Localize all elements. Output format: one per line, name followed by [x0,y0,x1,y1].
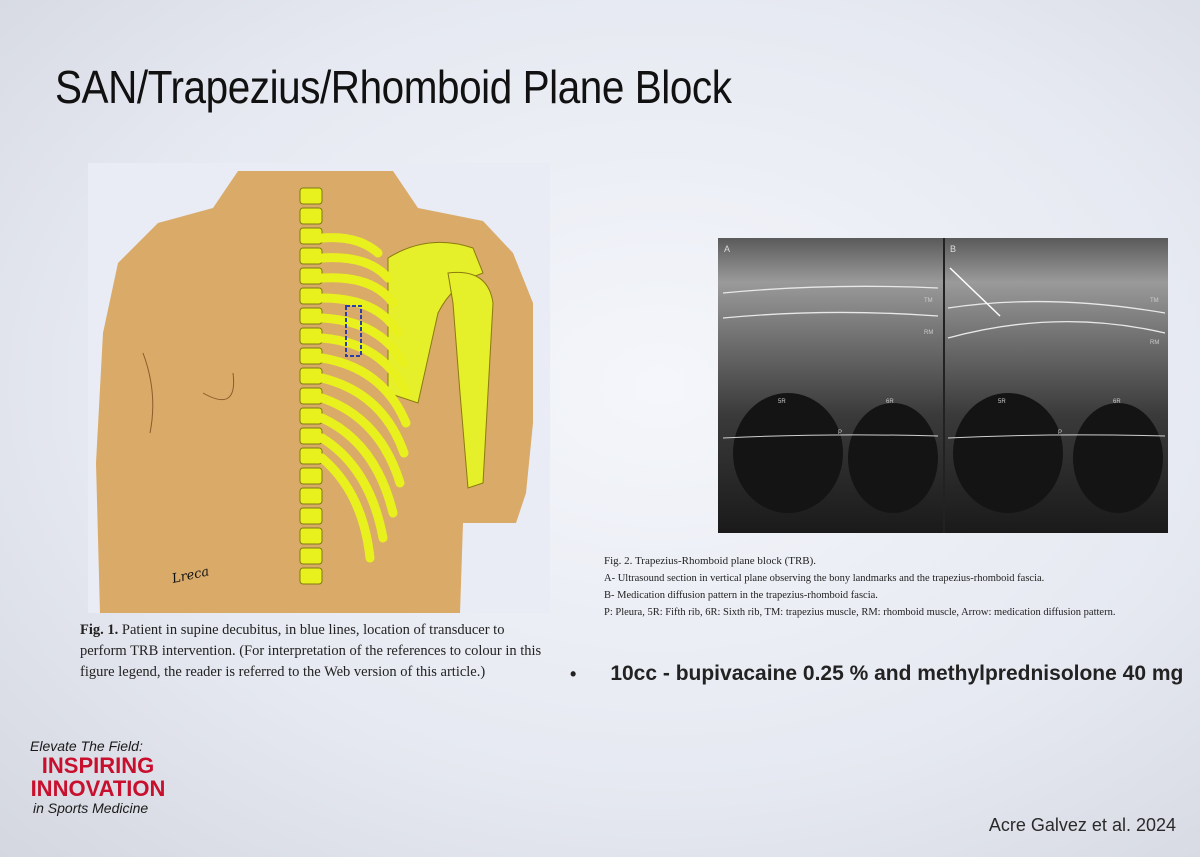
bullet-icon: • [570,663,577,684]
label-6r-b: 6R [1113,399,1121,405]
panel-a-label: A [724,244,731,254]
logo-tagline: Elevate The Field: [30,738,143,754]
fig2-caption [604,553,1164,621]
label-tm-b: TM [1150,298,1159,304]
label-p-a: P [838,430,843,436]
label-5r-b: 5R [998,399,1006,405]
label-rm-b: RM [1150,340,1160,346]
panel-b-label: B [950,244,957,254]
logo-line-innovation: INNOVATION [30,776,166,801]
label-5r-a: 5R [778,399,786,405]
conference-logo [18,738,198,816]
fig2-caption-a: A- Ultrasound section in vertical plane observing the bony landmarks and the trapezius-rhomboid fascia. [604,573,1045,584]
logo-subline: in Sports Medicine [33,800,149,816]
label-6r-a: 6R [886,399,894,405]
dosage-bullet [570,662,1183,686]
label-p-b: P [1058,430,1063,436]
illustrator-signature: Lreca [170,564,211,587]
fig1-caption [80,620,550,683]
fig1-caption-text: Patient in supine decubitus, in blue lines, location of transducer to perform TRB intervention. (For interpretation of the references to colour in this figure legend, the reader is referred to the Web version of this article.) [80,622,542,680]
ultrasound-image [718,238,1168,533]
fig2-caption-b: B- Medication diffusion pattern in the trapezius-rhomboid fascia. [604,590,878,601]
fig2-caption-title: Fig. 2. Trapezius-Rhomboid plane block (TRB). [604,555,817,567]
logo-line-inspiring: INSPIRING [41,753,155,778]
slide-title: SAN/Trapezius/Rhomboid Plane Block [55,61,732,113]
dosage-text: 10cc - bupivacaine 0.25 % and methylprednisolone 40 mg [610,662,1184,685]
citation: Acre Galvez et al. 2024 [988,815,1176,835]
label-rm-a: RM [924,330,934,336]
fig1-caption-label: Fig. 1. [80,622,119,638]
back-anatomy-illustration [88,163,550,613]
label-tm-a: TM [924,298,933,304]
fig2-caption-abbreviations: P: Pleura, 5R: Fifth rib, 6R: Sixth rib, TM: trapezius muscle, RM: rhomboid muscle, Arrow: medication diffusion pattern. [604,607,1116,618]
